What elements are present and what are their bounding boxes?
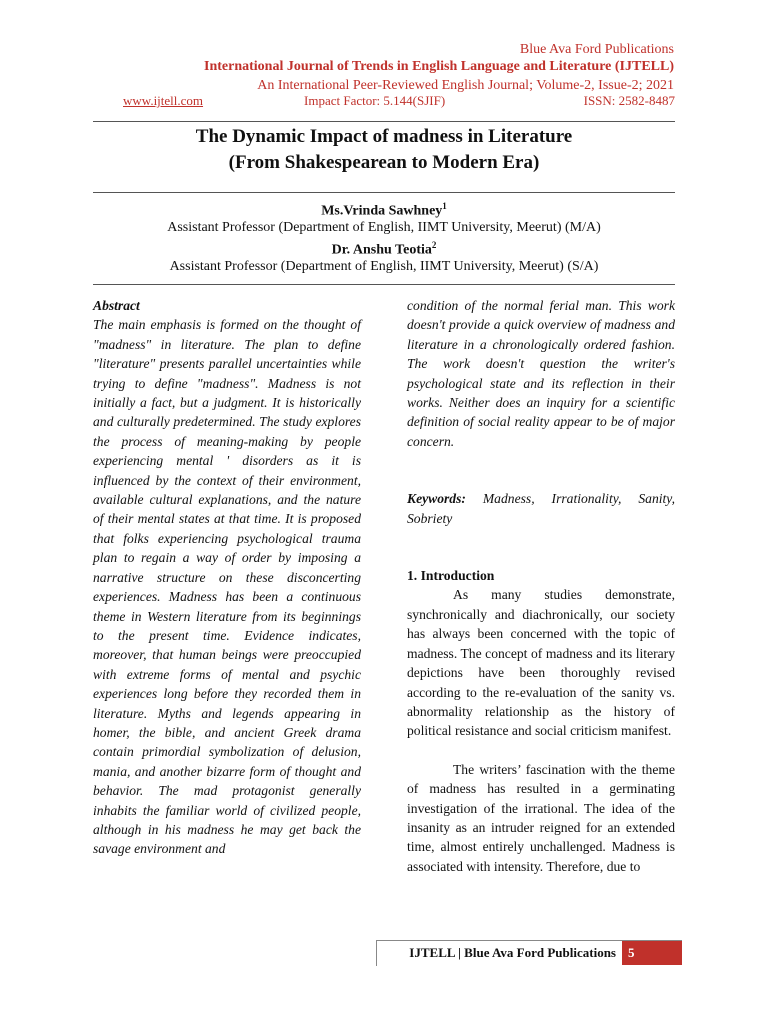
issn: ISSN: 2582-8487: [583, 93, 675, 108]
page-number: 5: [622, 941, 682, 965]
introduction-heading: 1. Introduction: [407, 568, 495, 584]
author-divider: [93, 284, 675, 285]
author-2: [93, 240, 675, 259]
title-divider: [93, 192, 675, 193]
journal-url-link[interactable]: www.ijtell.com: [123, 93, 204, 108]
author-2-sup: 2: [431, 240, 437, 250]
author-1: [93, 201, 675, 220]
keywords-label: Keywords:: [407, 491, 466, 507]
footer-text: IJTELL | Blue Ava Ford Publications: [409, 945, 616, 960]
header-divider: [93, 121, 675, 122]
spacer: [407, 741, 675, 760]
right-column: [407, 296, 675, 876]
journal-subtitle: An International Peer-Reviewed English Journal; Volume-2, Issue-2; 2021: [257, 78, 674, 93]
publisher-name: Blue Ava Ford Publications: [519, 42, 674, 57]
author-1-name: Ms.Vrinda Sawhney: [321, 203, 443, 219]
author-2-affiliation: Assistant Professor (Department of English, IIMT University, Meerut) (S/A): [169, 259, 599, 274]
introduction-paragraph-1: As many studies demonstrate, synchronically and diachronically, our society has always been concerned with the topic of madness. The concept of madness and its literary depictions have been thoroughly revised according to the re-evaluation of the sanity vs. abnormality relationship as the history of political resistance and social criticism manifest.: [407, 587, 675, 739]
paper-title-line2: (From Shakespearean to Modern Era): [228, 152, 540, 173]
abstract-heading: Abstract: [93, 298, 140, 313]
impact-factor: Impact Factor: 5.144(SJIF): [304, 93, 446, 108]
paper-title-line1: The Dynamic Impact of madness in Literature: [195, 126, 573, 147]
author-1-sup: 1: [442, 201, 447, 211]
keywords: [407, 489, 675, 528]
introduction-paragraph-2: The writers’ fascination with the theme of madness has resulted in a germinating investigation of the irrational. The idea of the insanity as an intruder reigned for an extended time, almost entirely unchallenged. Madness is associated with intensity. Therefore, due to: [407, 761, 675, 874]
author-1-affiliation: Assistant Professor (Department of English, IIMT University, Meerut) (M/A): [167, 220, 601, 235]
abstract-text: The main emphasis is formed on the thought of "madness" in literature. The plan to define "literature" presents parallel uncertainties while trying to define "madness". Madness is not initially a fact, but a judgment. It is historically and culturally predetermined. The study explores the process of meaning-making by people experiencing mental ' disorders as it is influenced by the context of their environment, available cultural explanations, and the nature of their mental states at that time. It is proposed that folks experiencing psychological trauma plan to regain a way of order by imposing a narrative structure on these disconcerting experiences. Madness has been a continuous theme in Western literature from its beginnings to the present time. Evidence indicates, moreover, that human beings were preoccupied with extreme forms of mental and psychic experiences long before they recorded them in literature. Myths and legends appearing in homer, the bible, and ancient Greek drama contain primordial symbolization of delusion, mania, and another bizarre form of thought and behavior. The mad protagonist generally inhabits the familiar world of civilized people, although in his madness he may get back the savage environment and: [93, 317, 361, 857]
abstract-continuation: condition of the normal ferial man. This work doesn't provide a quick overview of madness and literature in a chronologically ordered fashion. The work doesn't question the writer's psychological state and its reflection in their works. Neither does an inquiry for a scientific definition of social reality appear to be of major concern.: [407, 298, 675, 449]
keywords-text: Madness, Irrationality, Sanity, Sobriety: [407, 491, 675, 526]
spacer: [407, 528, 675, 566]
spacer: [407, 451, 675, 489]
author-2-name: Dr. Anshu Teotia: [331, 242, 432, 258]
left-column: [93, 296, 361, 859]
journal-name: International Journal of Trends in English Language and Literature (IJTELL): [204, 59, 674, 74]
footer-bar: [376, 940, 377, 966]
